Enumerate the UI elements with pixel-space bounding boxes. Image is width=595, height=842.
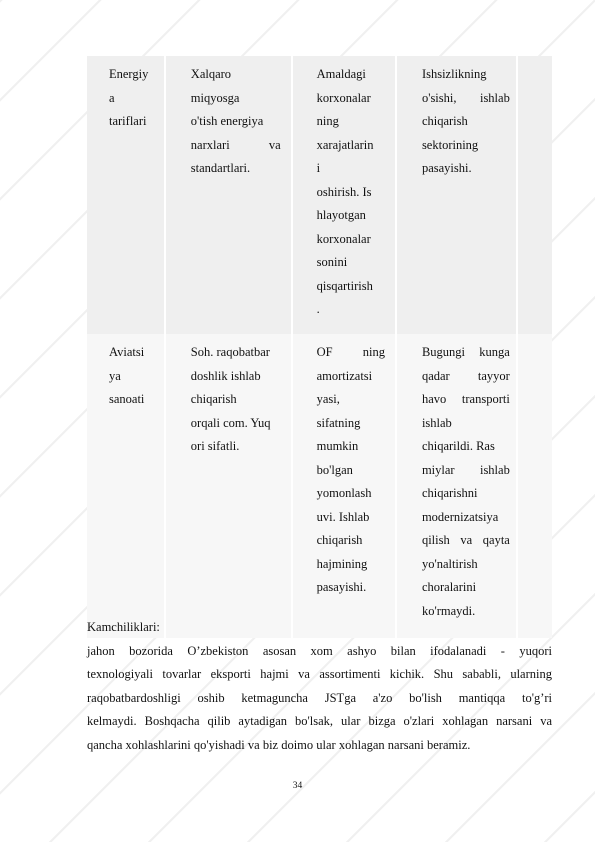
cell-line: uvi. Ishlab	[316, 509, 370, 524]
cell-line: Soh. raqobatbar	[190, 345, 270, 359]
table-cell-effect	[293, 56, 395, 334]
cell-line: chiqarish	[421, 114, 468, 128]
cell-line: .	[316, 302, 320, 316]
cell-line: yo'naltirish	[421, 556, 478, 571]
cell-line: qisqartirish	[316, 278, 373, 293]
cell-line: amortizatsi	[316, 368, 373, 383]
cell-line: qilish va qayta	[421, 533, 510, 547]
table-cell-sector	[87, 334, 164, 638]
cell-line: OF ning	[316, 345, 385, 359]
table-cell-factor	[166, 334, 291, 638]
cell-line: sektorining	[421, 137, 479, 152]
cell-line: miylar ishlab	[421, 462, 510, 477]
cell-line: sifatning	[316, 415, 361, 430]
cell-line: standartlari.	[190, 161, 251, 175]
cell-line: ning	[316, 114, 339, 128]
cell-line: miqyosga	[190, 90, 240, 105]
cell-line: narxlari va	[190, 137, 281, 152]
cell-line: Xalqaro	[190, 67, 232, 81]
cell-line: Energiy	[109, 67, 149, 81]
cell-line: hlayotgan	[316, 208, 366, 222]
table-cell-effect	[293, 334, 395, 638]
cell-line: Bugungi kunga	[421, 345, 510, 359]
cell-line: sanoati	[109, 392, 145, 406]
cell-line: modernizatsiya	[421, 509, 499, 524]
page-number: 34	[292, 781, 303, 791]
table-row	[87, 56, 552, 334]
paragraph-line: kelmaydi. Boshqacha qilib aytadigan bo'lsak, ular bizga o'zlari xohlagan narsani va	[87, 714, 552, 728]
cell-line: o'sishi, ishlab	[421, 90, 510, 105]
cell-line: o'tish energiya	[190, 114, 264, 128]
cell-line: Ishsizlikning	[421, 67, 487, 81]
cell-line: Aviatsi	[109, 345, 145, 359]
cell-line: ori sifatli.	[190, 439, 240, 453]
cell-line: chiqarishni	[421, 486, 478, 500]
table-cell-consequence	[397, 334, 516, 638]
cell-line: yasi,	[316, 392, 340, 406]
cell-line: ya	[109, 368, 121, 383]
cell-line: chiqarildi. Ras	[421, 439, 495, 453]
cell-line: mumkin	[316, 439, 359, 453]
cell-line: xarajatlarin	[316, 137, 374, 152]
table-cell-empty	[518, 334, 552, 638]
cell-line: choralarini	[421, 580, 477, 594]
table-cell-consequence	[397, 56, 516, 334]
paragraph-line: raqobatbardoshligi oshib ketmaguncha JSTga a'zo bo'lish mantiqqa to'g’ri	[87, 690, 552, 705]
cell-line: yomonlash	[316, 486, 372, 500]
cell-line: havo transporti	[421, 392, 510, 406]
table-cell-factor	[166, 56, 291, 334]
table-cell-empty	[518, 56, 552, 334]
cell-line: bo'lgan	[316, 462, 353, 477]
cell-line: a	[109, 90, 115, 105]
cell-line: hajmining	[316, 556, 368, 571]
cell-line: oshirish. Is	[316, 184, 372, 199]
cell-line: i	[316, 161, 321, 175]
paragraph-line: qancha xohlashlarini qo'yishadi va biz doimo ular xohlagan narsani beramiz.	[87, 737, 471, 752]
cell-line: korxonalar	[316, 231, 371, 246]
paragraph-line: jahon bozorida O’zbekiston asosan xom ashyo bilan ifodalanadi - yuqori	[87, 643, 552, 658]
table-row	[87, 334, 552, 638]
cell-line: pasayishi.	[316, 580, 367, 594]
cell-line: chiqarish	[190, 392, 237, 406]
cell-line: sonini	[316, 255, 348, 269]
section-heading: Kamchiliklari:	[87, 620, 160, 634]
cell-line: pasayishi.	[421, 161, 472, 175]
cell-line: orqali com. Yuq	[190, 415, 271, 430]
cell-line: ishlab	[421, 415, 452, 430]
cell-line: doshlik ishlab	[190, 368, 261, 383]
cell-line: qadar tayyor	[421, 368, 510, 383]
table-cell-sector	[87, 56, 164, 334]
paragraph-line: texnologiyali tovarlar eksporti hajmi va assortimenti kichik. Shu sababli, ularning	[87, 667, 552, 681]
cell-line: tariflari	[109, 114, 147, 128]
cell-line: chiqarish	[316, 533, 363, 547]
cell-line: ko'rmaydi.	[421, 603, 476, 618]
body-text	[87, 616, 552, 757]
cell-line: Amaldagi	[316, 67, 366, 81]
comparison-table	[87, 56, 552, 638]
cell-line: korxonalar	[316, 90, 371, 105]
